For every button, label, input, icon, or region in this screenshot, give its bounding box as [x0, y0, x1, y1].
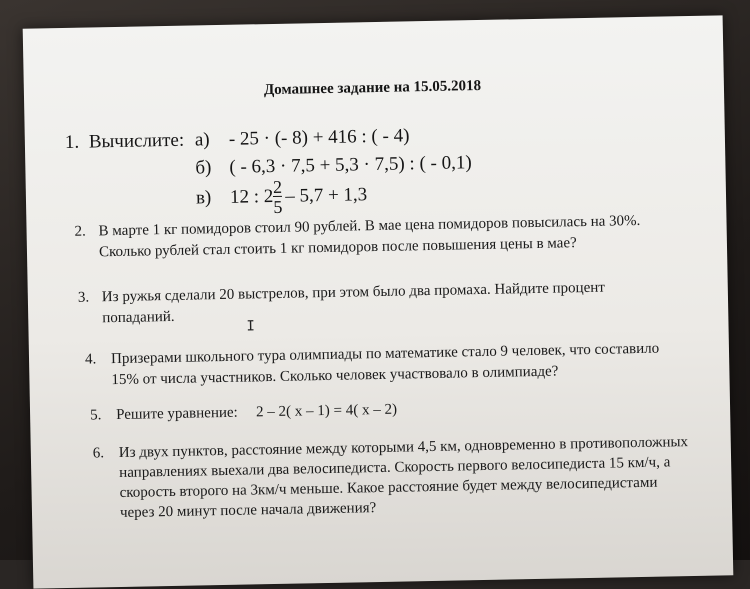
task-5-equation: 2 – 2( x – 1) = 4( x – 2)	[255, 401, 398, 421]
task-1a-expression: - 25 · (- 8) + 416 : ( - 4)	[228, 125, 410, 150]
task-5-number: 5.	[89, 407, 102, 424]
task-1-label: Вычислите:	[88, 129, 185, 153]
task-6-line-4: через 20 минут после начала движения?	[119, 500, 377, 521]
task-4-line-2: 15% от числа участников. Сколько человек участвовало в олимпиаде?	[111, 363, 559, 389]
task-1v-label: в)	[195, 187, 212, 209]
task-4-line-1: Призерами школьного тура олимпиады по математике стало 9 человек, что составило	[110, 340, 660, 368]
task-1b-label: б)	[195, 157, 212, 179]
task-3-number: 3.	[77, 289, 90, 306]
task-6-number: 6.	[92, 445, 105, 462]
task-1v-suffix: – 5,7 + 1,3	[285, 184, 368, 207]
task-1b-expression: ( - 6,3 · 7,5 + 5,3 · 7,5) : ( - 0,1)	[229, 152, 472, 178]
task-3-line-1: Из ружья сделали 20 выстрелов, при этом было два промаха. Найдите процент	[101, 279, 606, 306]
text-cursor-icon: I	[246, 318, 256, 335]
homework-sheet	[23, 15, 734, 588]
task-1v-fraction-denominator: 5	[273, 196, 283, 217]
task-1v-fraction	[273, 178, 283, 216]
task-1v-expression	[230, 176, 368, 217]
task-2-line-2: Сколько рублей стал стоить 1 кг помидоров после повышения цены в мае?	[98, 235, 577, 261]
task-1v-prefix: 12 : 2	[229, 185, 274, 208]
task-4-number: 4.	[84, 351, 97, 368]
task-1a-label: а)	[194, 129, 210, 151]
task-5-label: Решите уравнение:	[115, 404, 238, 424]
task-2-line-1: В марте 1 кг помидоров стоил 90 рублей. В мае цена помидоров повысилась на 30%.	[98, 212, 641, 240]
task-6-line-2: направлениях выехали два велосипедиста. Скорость первого велосипедиста 15 км/ч, а	[119, 454, 671, 481]
page-title: Домашнее задание на 15.05.2018	[263, 77, 482, 99]
task-1v-fraction-numerator: 2	[272, 176, 283, 197]
task-6-line-1: Из двух пунктов, расстояние между которыми 4,5 км, одновременно в противоположных	[118, 434, 689, 462]
task-6-line-3: скорость второго на 3км/ч меньше. Какое расстояние будет между велосипедистами	[119, 474, 658, 501]
task-1-number: 1.	[64, 131, 80, 153]
task-3-line-2: попаданий.	[102, 308, 175, 327]
task-2-number: 2.	[74, 223, 86, 240]
